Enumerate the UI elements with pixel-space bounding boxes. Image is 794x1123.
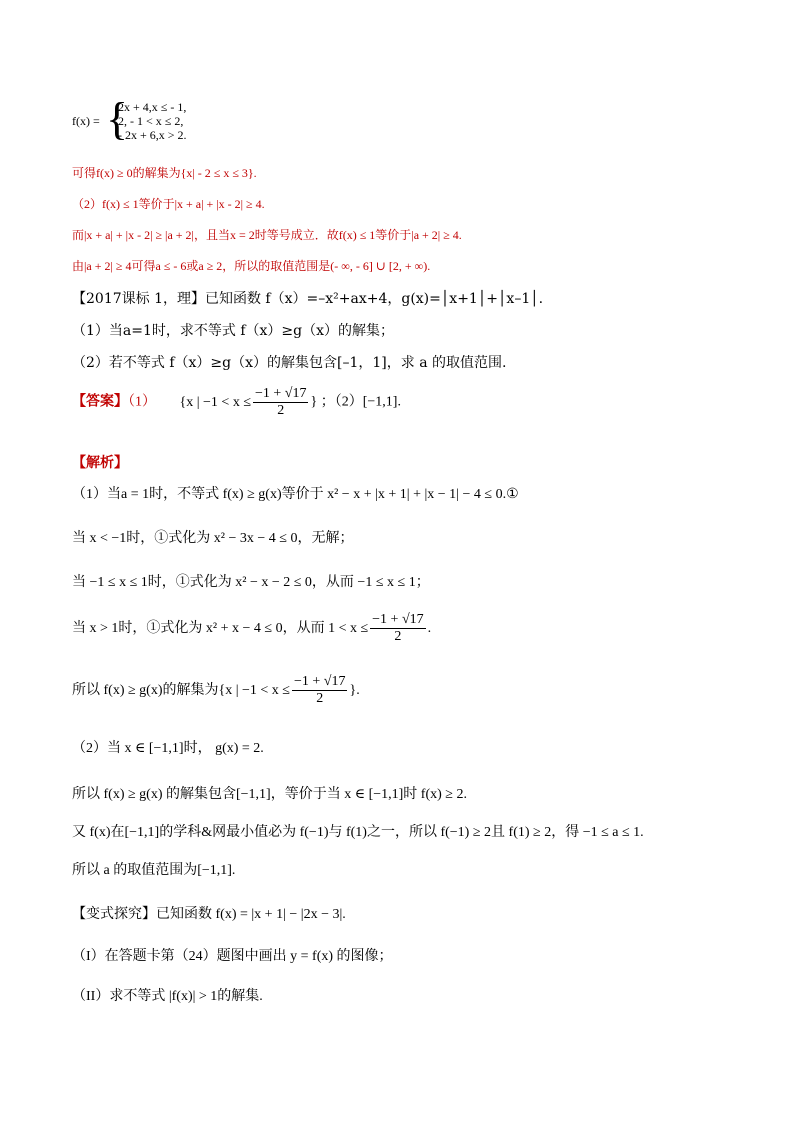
- solution-line-4-fraction: [370, 612, 425, 645]
- solution-line-9: 所以 a 的取值范围为[−1,1].: [72, 863, 236, 878]
- piecewise-cases: [118, 100, 187, 142]
- answer-fraction: [253, 386, 308, 419]
- variant-line-1: 【变式探究】已知函数 f(x) = |x + 1| − |2x − 3|.: [72, 907, 346, 922]
- solution-line-5-denominator: 2: [316, 691, 324, 707]
- solution-line-4-end: .: [427, 621, 432, 636]
- problem-part-2: （2）若不等式 f（x）≥g（x）的解集包含[–1，1]，求 a 的取值范围.: [72, 355, 507, 371]
- answer-tag: 【答案】: [72, 394, 128, 410]
- piecewise-lhs: f(x) =: [72, 114, 100, 128]
- solution-line-3: 当 −1 ≤ x ≤ 1时，①式化为 x² − x − 2 ≤ 0，从而 −1 ≤ x ≤ 1；: [72, 575, 430, 590]
- solution-line-6: （2）当 x ∈ [−1,1]时， g(x) = 2.: [72, 741, 264, 756]
- piecewise-brace: {: [106, 93, 129, 144]
- answer-fraction-denominator: 2: [277, 403, 285, 418]
- text-line-2: （2）f(x) ≤ 1等价于|x + a| + |x - 2| ≥ 4.: [72, 197, 265, 211]
- solution-line-4-denominator: 2: [394, 629, 402, 645]
- variant-line-2: （I）在答题卡第（24）题图中画出 y = f(x) 的图像；: [72, 949, 393, 964]
- text-line-4: 由|a + 2| ≥ 4可得a ≤ - 6或a ≥ 2，所以的取值范围是(- ∞, - 6] ∪ [2, + ∞).: [72, 259, 431, 273]
- case-2: 2, - 1 < x ≤ 2,: [118, 114, 184, 128]
- solution-line-7: 所以 f(x) ≥ g(x) 的解集包含[−1,1]，等价于当 x ∈ [−1,1]时 f(x) ≥ 2.: [72, 787, 467, 802]
- answer-set-open: {x | −1 < x ≤: [179, 394, 251, 410]
- solution-line-1: （1）当a = 1时，不等式 f(x) ≥ g(x)等价于 x² − x + |x + 1| + |x − 1| − 4 ≤ 0.①: [72, 487, 519, 502]
- problem-statement: [72, 290, 543, 308]
- analysis-tag: 【解析】: [72, 455, 128, 471]
- answer-part-1-label: （1）: [128, 394, 156, 410]
- solution-line-5-end: }.: [349, 683, 360, 698]
- variant-line-3: （II）求不等式 |f(x)| > 1的解集.: [72, 989, 263, 1004]
- solution-line-5-fraction: [292, 674, 347, 707]
- case-3: - 2x + 6,x > 2.: [118, 128, 187, 142]
- answer-line: [72, 386, 401, 419]
- answer-part-2: ；（2）[−1,1].: [320, 394, 401, 410]
- solution-line-5-numerator: −1 + √17: [294, 674, 346, 690]
- answer-fraction-numerator: −1 + √17: [255, 386, 307, 401]
- solution-line-4-text: 当 x > 1时，①式化为 x² + x − 4 ≤ 0，从而 1 < x ≤: [72, 621, 369, 636]
- problem-text: 【2017课标 1，理】已知函数 f（x）=–x²+ax+4，g(x)=│x+1│+│x–1│.: [72, 291, 544, 307]
- solution-line-4-numerator: −1 + √17: [372, 612, 424, 628]
- solution-line-5-text: 所以 f(x) ≥ g(x)的解集为{x | −1 < x ≤: [72, 683, 290, 698]
- solution-line-2: 当 x < −1时，①式化为 x² − 3x − 4 ≤ 0，无解；: [72, 531, 354, 546]
- case-1: 2x + 4,x ≤ - 1,: [118, 100, 187, 114]
- text-line-1: 可得f(x) ≥ 0的解集为{x| - 2 ≤ x ≤ 3}.: [72, 166, 257, 180]
- solution-line-5: [72, 674, 360, 708]
- problem-part-1: （1）当a=1时，求不等式 f（x）≥g（x）的解集；: [72, 323, 395, 339]
- solution-line-8: 又 f(x)在[−1,1]的学科&网最小值必为 f(−1)与 f(1)之一，所以 f(−1) ≥ 2且 f(1) ≥ 2，得 −1 ≤ a ≤ 1.: [72, 825, 644, 840]
- answer-set-close: }: [310, 394, 318, 410]
- solution-line-4: [72, 612, 431, 646]
- text-line-3: 而|x + a| + |x - 2| ≥ |a + 2|，且当x = 2时等号成立．故f(x) ≤ 1等价于|a + 2| ≥ 4.: [72, 228, 462, 242]
